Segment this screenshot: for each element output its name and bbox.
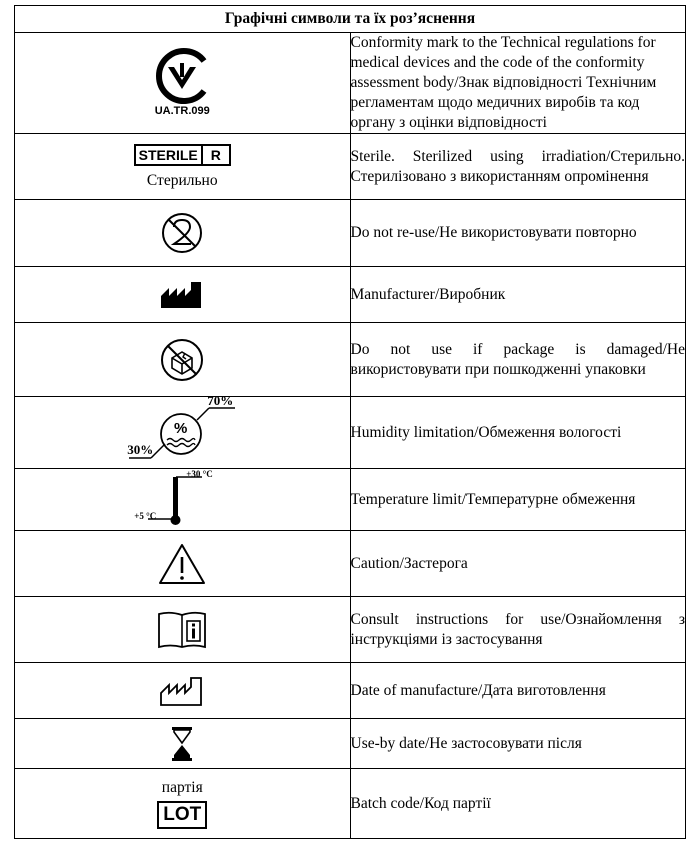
- table-row: [15, 134, 686, 200]
- description-cell: Sterile. Sterilized using irradiation/Стерильно. Стерилізовано з використанням опромінення: [350, 134, 686, 200]
- table-header-row: [15, 6, 686, 33]
- do-not-reuse-icon: [160, 211, 204, 255]
- description-cell: Conformity mark to the Technical regulations for medical devices and the code of the conformity assessment body/Знак відповідності Технічним регламентам щодо медичних виробів та код органу з оцінки відповідності: [350, 33, 686, 134]
- sterile-r-label: R: [210, 146, 221, 163]
- table-row: [15, 397, 686, 469]
- description-cell: Do not re-use/Не використовувати повторно: [350, 200, 686, 267]
- humidity-limitation-icon: [127, 392, 237, 464]
- batch-caption: партія: [161, 778, 203, 796]
- sterile-r-icon: [134, 144, 231, 166]
- table-row: [15, 663, 686, 719]
- description-cell: Do not use if package is damaged/Не використовувати при пошкодженні упаковки: [350, 323, 686, 397]
- table-row: [15, 469, 686, 531]
- svg-text:%: %: [174, 419, 188, 437]
- humidity-lower-label: 30%: [127, 441, 154, 457]
- table-row: [15, 719, 686, 769]
- use-by-date-icon: [171, 726, 193, 762]
- description-cell: Batch code/Код партії: [350, 769, 686, 839]
- date-of-manufacture-icon: [159, 675, 205, 707]
- consult-instructions-icon: [156, 610, 208, 650]
- manufacturer-icon: [159, 280, 205, 310]
- description-cell: Humidity limitation/Обмеження вологості: [350, 397, 686, 469]
- description-cell: Date of manufacture/Дата виготовлення: [350, 663, 686, 719]
- humidity-upper-label: 70%: [207, 392, 234, 408]
- temperature-limit-icon: [132, 468, 232, 527]
- description-cell: Use-by date/Не застосовувати після: [350, 719, 686, 769]
- caution-icon: [157, 542, 207, 586]
- conformity-body-code: UA.TR.099: [154, 105, 210, 117]
- sterile-label: STERILE: [136, 146, 203, 164]
- table-row: [15, 267, 686, 323]
- damaged-package-icon: [159, 337, 205, 383]
- description-cell: Consult instructions for use/Ознайомлення з інструкціями із застосування: [350, 597, 686, 663]
- temperature-upper-label: +30 °C: [186, 468, 213, 479]
- table-row: [15, 597, 686, 663]
- table-row: [15, 323, 686, 397]
- symbols-table: [14, 5, 686, 839]
- table-row: [15, 33, 686, 134]
- batch-code-icon: [157, 801, 207, 829]
- description-cell: Caution/Застерога: [350, 531, 686, 597]
- table-row: [15, 769, 686, 839]
- temperature-lower-label: +5 °C: [134, 510, 157, 521]
- ua-conformity-mark-icon: [152, 49, 212, 103]
- description-cell: Temperature limit/Температурне обмеження: [350, 469, 686, 531]
- table-title: Графічні символи та їх роз’яснення: [15, 6, 686, 33]
- sterile-caption: Стерильно: [146, 171, 218, 189]
- description-cell: Manufacturer/Виробник: [350, 267, 686, 323]
- table-row: [15, 531, 686, 597]
- table-row: [15, 200, 686, 267]
- lot-label: LOT: [163, 803, 202, 825]
